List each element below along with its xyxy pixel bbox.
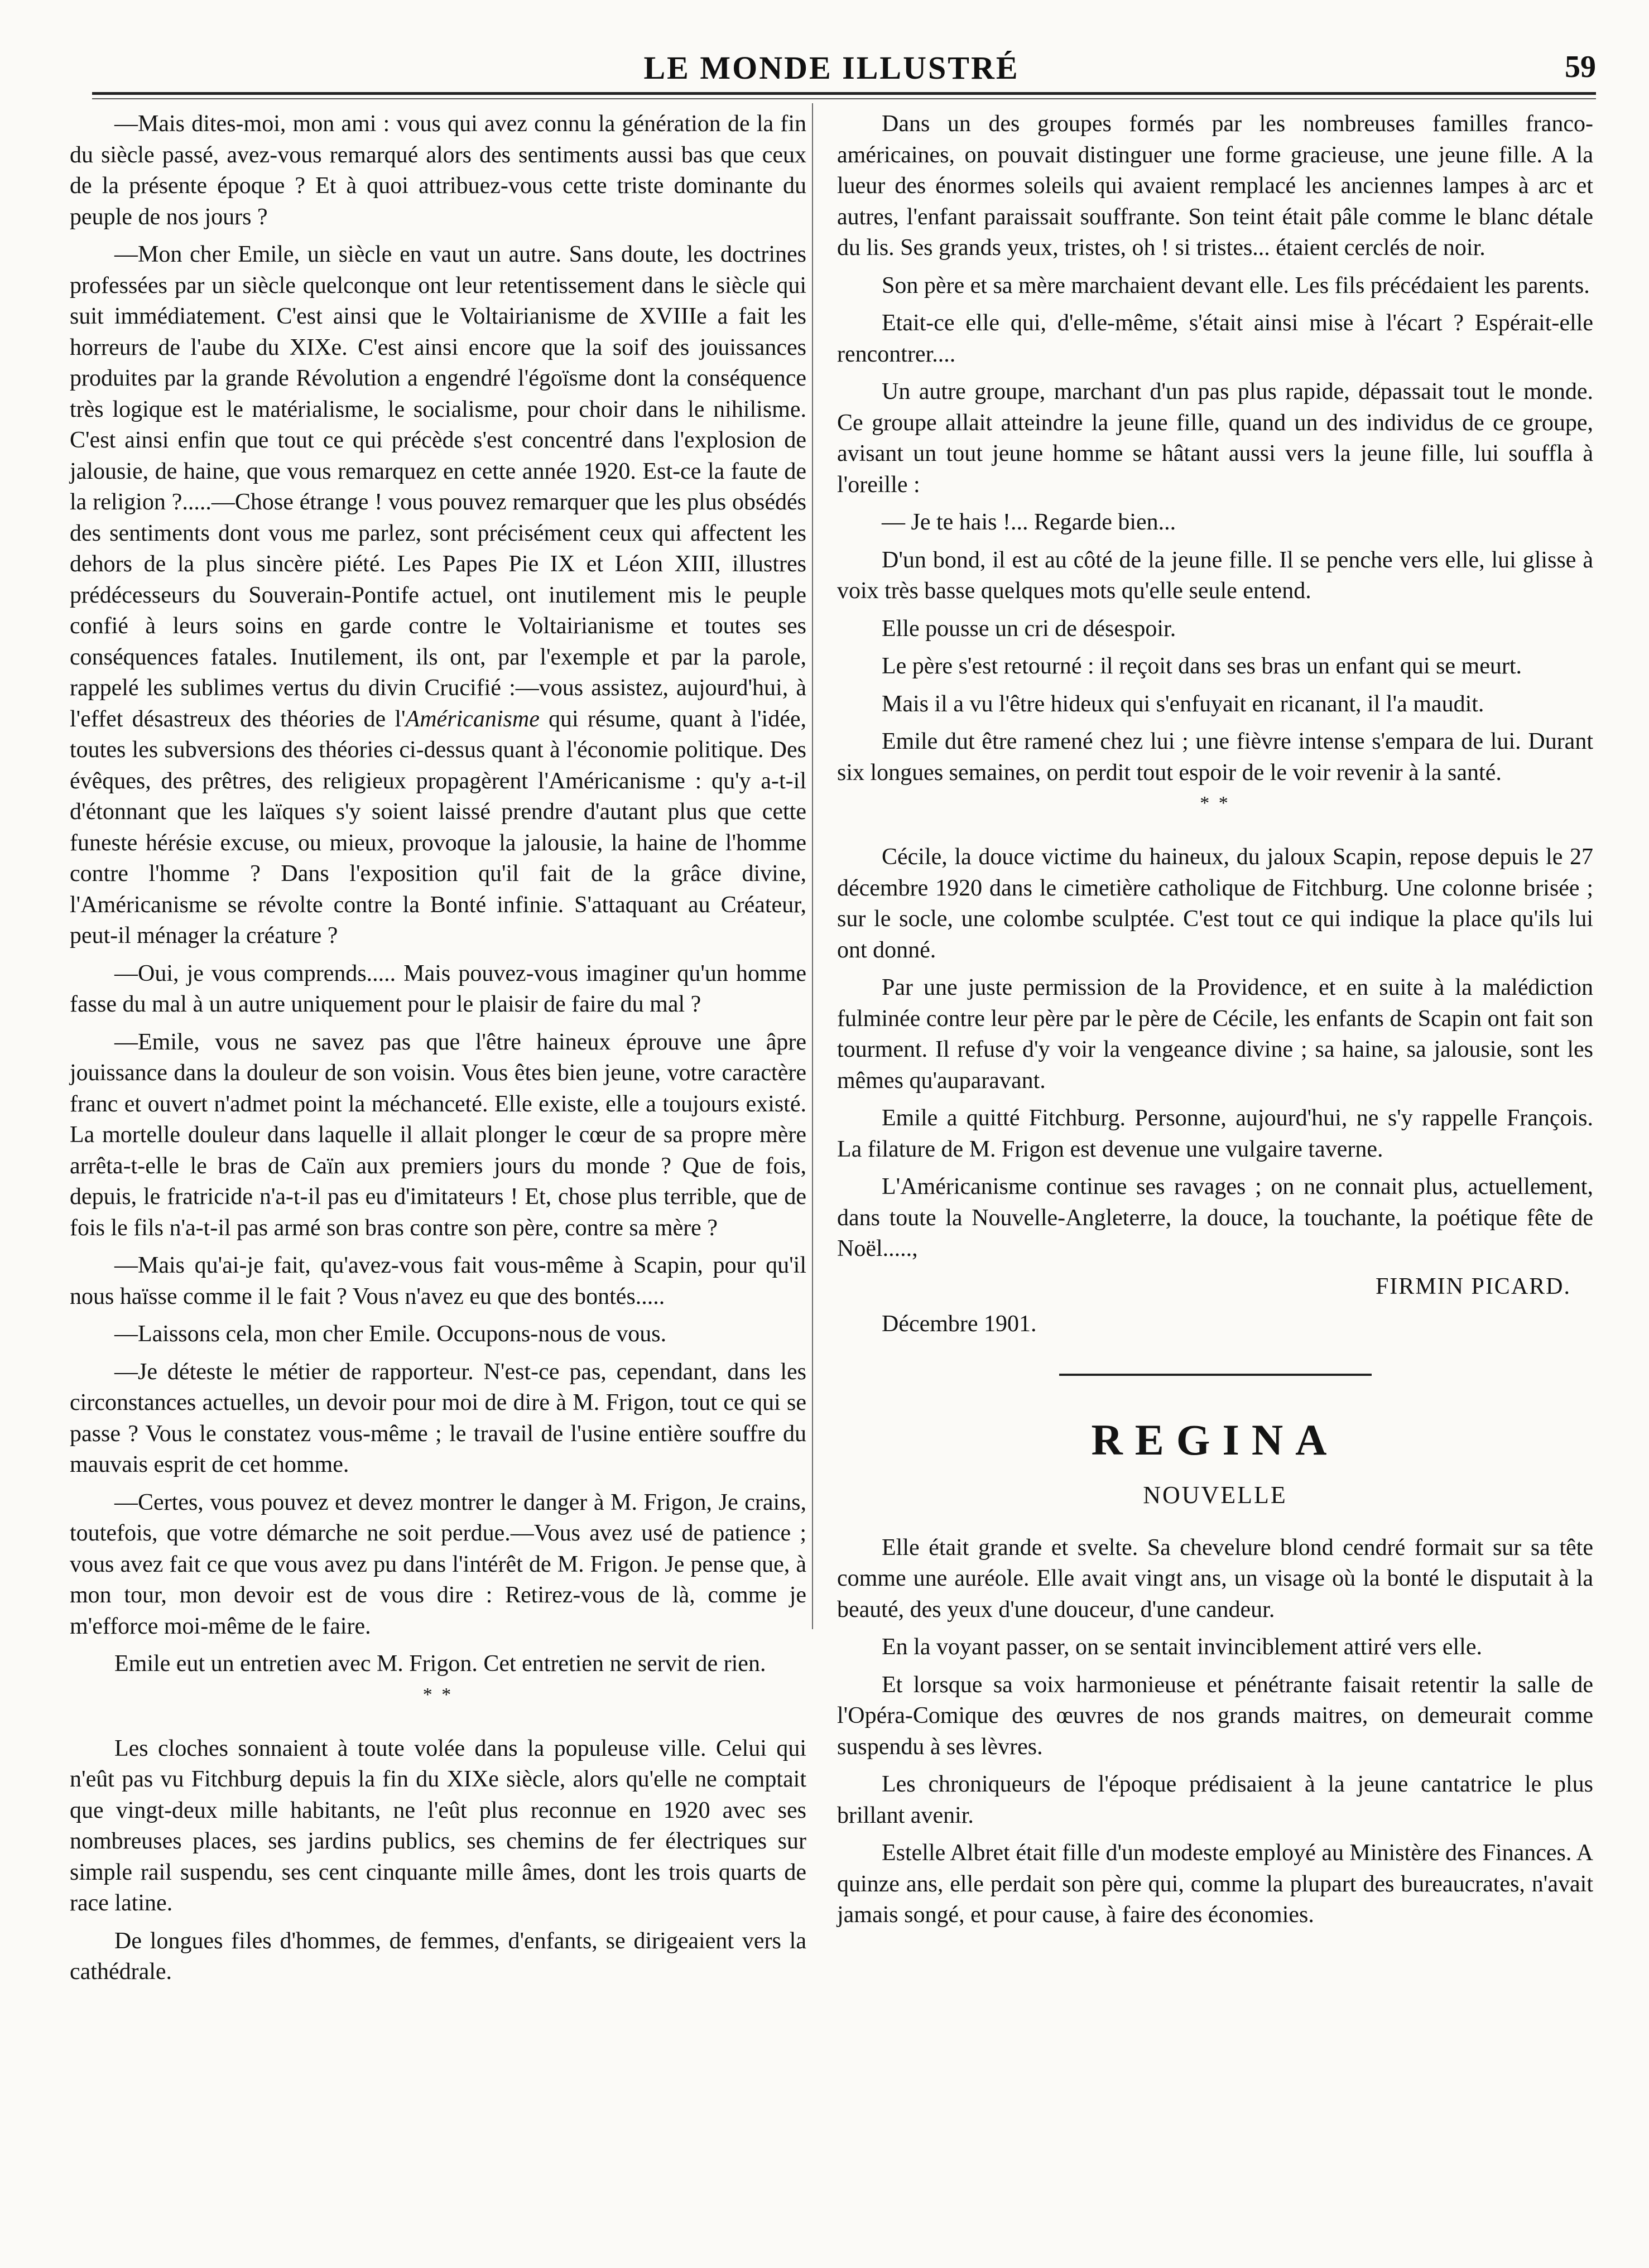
paragraph: —Mais qu'ai-je fait, qu'avez-vous fait vous-même à Scapin, pour qu'il nous haïsse comme il le fait ? Vous n'avez eu que des bontés..... [70, 1253, 806, 1309]
header-rule [92, 92, 1596, 95]
paragraph: Emile a quitté Fitchburg. Personne, aujourd'hui, ne s'y rappelle François. La filature de M. Frigon est devenue une vulgaire taverne. [837, 1105, 1593, 1162]
paragraph: D'un bond, il est au côté de la jeune fille. Il se penche vers elle, lui glisse à voix très basse quelques mots qu'elle seule entend. [837, 547, 1593, 604]
masthead [67, 49, 1596, 88]
header-rule-thin [92, 98, 1596, 99]
paragraph: Emile eut un entretien avec M. Frigon. Cet entretien ne servit de rien. [114, 1651, 766, 1677]
paragraph [70, 239, 806, 952]
paragraph: Son père et sa mère marchaient devant elle. Les fils précédaient les parents. [882, 272, 1590, 298]
paragraph: —Mais dites-moi, mon ami : vous qui avez connu la génération de la fin du siècle passé, avez-vous remarqué alors des sentiments aussi bas que ceux de la présente époque ? Et à quoi attribuez-vous cette triste dominante du peuple de nos jours ? [70, 111, 806, 230]
article-separator-rule [1059, 1374, 1372, 1376]
paragraph: Dans un des groupes formés par les nombreuses familles franco-américaines, on pouvait distinguer une forme gracieuse, une jeune fille. A la lueur des énormes soleils qui avaient remplacé les anciennes lampes à arc et autres, l'enfant paraissait souffrante. Son teint était pâle comme le blanc détale du lis. Ses grands yeux, tristes, oh ! si tristes... étaient cerclés de noir. [837, 111, 1593, 261]
asterism-text: * * [422, 1684, 454, 1705]
paragraph: —Je déteste le métier de rapporteur. N'est-ce pas, cependant, dans les circonstances actuelles, un devoir pour moi de dire à M. Frigon, tout ce qui se passe ? Vous le constatez vous-même ; le travail de l'usine entière souffre du mauvais esprit de cet homme. [70, 1359, 806, 1477]
paragraph: Etait-ce elle qui, d'elle-même, s'était ainsi mise à l'écart ? Espérait-elle rencontrer.... [837, 310, 1593, 367]
paragraph: Et lorsque sa voix harmonieuse et pénétrante faisait retentir la salle de l'Opéra-Comique des œuvres de nos grands maitres, on demeurait comme suspendu à ses lèvres. [837, 1672, 1593, 1760]
paragraph: —Laissons cela, mon cher Emile. Occupons-nous de vous. [114, 1321, 667, 1347]
paragraph-text: —Mon cher Emile, un siècle en vaut un autre. Sans doute, les doctrines professées par un siècle quelconque ont leur retentissement dans le siècle qui suit immédiatement. C'est ainsi que le Voltairianisme de XVIIIe a fait les horreurs de l'aube du XIXe. C'est ainsi encore que la soif des jouissances produites par la grande Révolution a engendré l'égoïsme dont la conséquence très logique est le matérialisme, le socialisme, pour choir dans le nihilisme. C'est ainsi enfin que tout ce qui précède s'est concentré dans l'explosion de jalousie, de haine, que vous remarquez en cette année 1920. Est-ce la faute de la religion ?.....—Chose étrange ! vous pouvez remarquer que les plus obsédés des sentiments dont vous me parlez, sont précisément ceux qui affectent les dehors de la plus sincère piété. Les Papes Pie IX et Léon XIII, illustres prédécesseurs du Souverain-Pontife actuel, ont inutilement mis le peuple confié à leurs soins en garde contre le Voltairianisme et toutes ses conséquences fatales. Inutilement, ils ont, par l'exemple et par la parole, rappelé les sublimes vertus du divin Crucifié :—vous assistez, aujourd'hui, à l'effet désastreux des théories de l' [70, 242, 806, 732]
paragraph: —Oui, je vous comprends..... Mais pouvez-vous imaginer qu'un homme fasse du mal à un autre uniquement pour le plaisir de faire du mal ? [70, 960, 806, 1017]
column-divider [812, 103, 813, 1629]
paragraph: L'Américanisme continue ses ravages ; on ne connait plus, actuellement, dans toute la Nouvelle-Angleterre, la douce, la touchante, la poétique fête de Noël....., [837, 1174, 1593, 1261]
dateline: Décembre 1901. [882, 1311, 1037, 1337]
paragraph: Un autre groupe, marchant d'un pas plus rapide, dépassait tout le monde. Ce groupe allait atteindre la jeune fille, quand un des individus de ce groupe, avisant un tout jeune homme se hâtant aussi vers la jeune fille, lui souffla à l'oreille : [837, 379, 1593, 498]
section-break-asterism [837, 795, 1593, 836]
paragraph: Les cloches sonnaient à toute volée dans la populeuse ville. Celui qui n'eût pas vu Fitchburg depuis la fin du XIXe siècle, alors qu'elle ne comptait que vingt-deux mille habitants, ne l'eût plus reconnue en 1920 avec ses nombreuses places, ses jardins publics, ses chemins de fer électriques sur simple rail suspendu, ses cent cinquante mille âmes, dont les trois quarts de race latine. [70, 1735, 806, 1916]
story-title: REGINA [1091, 1415, 1339, 1464]
asterism-text: * * [1200, 793, 1230, 813]
paragraph: —Certes, vous pouvez et devez montrer le danger à M. Frigon, Je crains, toutefois, que votre démarche ne soit perdue.—Vous avez usé de patience ; vous avez fait ce que vous avez pu dans l'intérêt de M. Frigon. Je pense que, à mon tour, mon devoir est de vous dire : Retirez-vous de là, comme je m'efforce moi-même de le faire. [70, 1489, 806, 1639]
author-signature: FIRMIN PICARD. [1375, 1273, 1571, 1299]
paragraph: Estelle Albret était fille d'un modeste employé au Ministère des Finances. A quinze ans, elle perdait son père qui, comme la plupart des bureaucrates, n'avait jamais songé, et pour cause, à faire des économies. [837, 1840, 1593, 1928]
section-break-asterism [70, 1684, 806, 1728]
paragraph: En la voyant passer, on se sentait invinciblement attiré vers elle. [882, 1634, 1482, 1660]
story-subtitle: NOUVELLE [1143, 1481, 1287, 1509]
emphasis-americanisme: Américanisme [405, 706, 540, 732]
page-number: 59 [1565, 50, 1596, 84]
paragraph: Cécile, la douce victime du haineux, du jaloux Scapin, repose depuis le 27 décembre 1920 dans le cimetière catholique de Fitchburg. Une colonne brisée ; sur le socle, une colombe sculptée. C'est tout ce qui indique la place qu'ils lui ont donné. [837, 844, 1593, 963]
paragraph: —Emile, vous ne savez pas que l'être haineux éprouve une âpre jouissance dans la douleur de son voisin. Vous êtes bien jeune, votre caractère franc et ouvert n'admet point la méchanceté. Elle existe, elle a toujours existé. La mortelle douleur dans laquelle il allait plonger le cœur de sa propre mère arrêta-t-elle le bras de Caïn aux premiers jours du monde ? Que de fois, depuis, le fratricide n'a-t-il pas eu d'imitateurs ! Et, chose plus terrible, que de fois le fils n'a-t-il pas armé son bras contre son père, contre sa mère ? [70, 1029, 806, 1241]
paragraph: Elle pousse un cri de désespoir. [882, 615, 1176, 642]
paragraph: Elle était grande et svelte. Sa chevelure blond cendré formait sur sa tête comme une auréole. Elle avait vingt ans, un visage où la bonté le disputait à la beauté, des yeux d'une douceur, d'une candeur. [837, 1534, 1593, 1622]
paragraph: De longues files d'hommes, de femmes, d'enfants, se dirigeaient vers la cathédrale. [70, 1928, 806, 1985]
paragraph: Par une juste permission de la Providence, et en suite à la malédiction fulminée contre leur père par le père de Cécile, les enfants de Scapin ont fait son tourment. Il refuse d'y voir la vengeance divine ; sa haine, sa jalousie, sont les mêmes qu'auparavant. [837, 975, 1593, 1094]
right-column [837, 109, 1593, 1938]
left-column [70, 109, 806, 1995]
newspaper-title: LE MONDE ILLUSTRÉ [643, 50, 1020, 86]
paragraph: Emile dut être ramené chez lui ; une fièvre intense s'empara de lui. Durant six longues semaines, on perdit tout espoir de le voir revenir à la santé. [837, 729, 1593, 786]
paragraph-text: qui résume, quant à l'idée, toutes les subversions des théories ci-dessus quant à l'économie politique. Des évêques, des prêtres, des religieux propagèrent l'Américanisme : qu'y a-t-il d'étonnant que les laïques s'y soient laissé prendre d'autant plus que cette funeste hérésie excuse, ou mieux, provoque la jalousie, la haine de l'homme contre l'homme ? Dans l'exposition qu'il fait de la grâce divine, l'Américanisme se révolte contre la Bonté infinie. S'attaquant au Créateur, peut-il ménager la créature ? [70, 706, 806, 948]
paragraph: — Je te hais !... Regarde bien... [882, 509, 1176, 535]
paragraph: Les chroniqueurs de l'époque prédisaient à la jeune cantatrice le plus brillant avenir. [837, 1771, 1593, 1828]
paragraph: Mais il a vu l'être hideux qui s'enfuyait en ricanant, il l'a maudit. [882, 691, 1484, 717]
paragraph: Le père s'est retourné : il reçoit dans ses bras un enfant qui se meurt. [882, 653, 1522, 679]
